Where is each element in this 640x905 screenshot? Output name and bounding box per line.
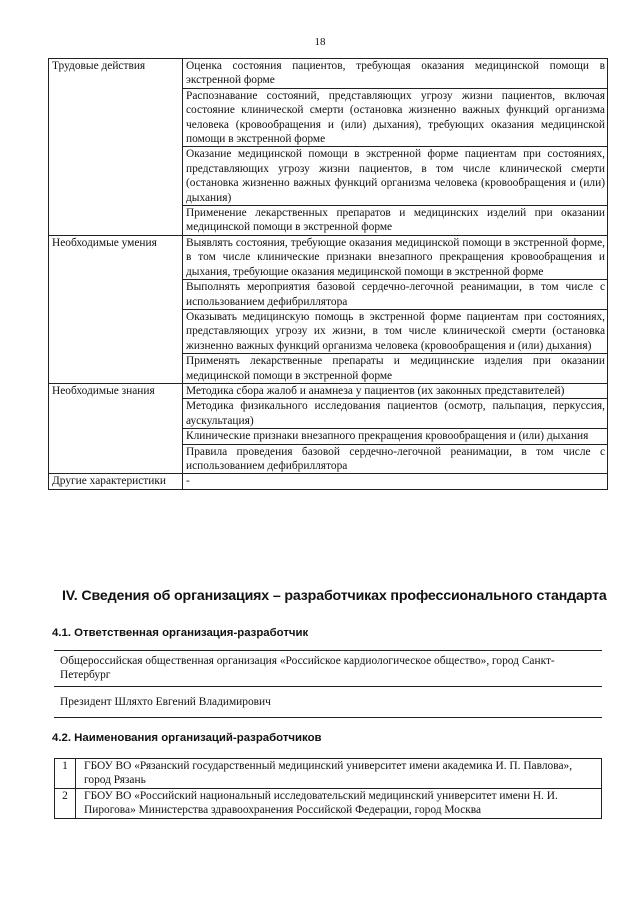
row-number: 2: [55, 788, 76, 818]
org-name: ГБОУ ВО «Рязанский государственный медицинский университет имени академика И. П. Павлова», город Рязань: [76, 759, 602, 789]
section-title: IV. Сведения об организациях – разработчиках профессионального стандарта: [62, 588, 607, 604]
row-label: Другие характеристики: [49, 474, 183, 489]
table-cell: Оценка состояния пациентов, требующая оказания медицинской помощи в экстренной форме: [183, 59, 608, 89]
org-head: Президент Шляхто Евгений Владимирович: [54, 686, 602, 717]
developer-orgs-heading: 4.2. Наименования организаций-разработчиков: [52, 732, 322, 744]
responsible-org-heading: 4.1. Ответственная организация-разработчик: [52, 627, 309, 639]
table-cell: Применять лекарственные препараты и медицинские изделия при оказании медицинской помощи в экстренной форме: [183, 354, 608, 384]
responsible-org-table: [54, 650, 602, 718]
table-cell: Методика сбора жалоб и анамнеза у пациентов (их законных представителей): [183, 383, 608, 398]
table-cell: Методика физикального исследования пациентов (осмотр, пальпация, перкуссия, аускультация): [183, 399, 608, 429]
table-cell: -: [183, 474, 608, 489]
table-cell: Применение лекарственных препаратов и медицинских изделий при оказании медицинской помощи в экстренной форме: [183, 206, 608, 236]
row-label: Необходимые знания: [49, 383, 183, 473]
developer-orgs-table: [54, 758, 602, 819]
table-row: [55, 788, 602, 818]
table-cell: Правила проведения базовой сердечно-легочной реанимации, в том числе с использованием дефибриллятора: [183, 444, 608, 474]
table-row: [49, 474, 608, 489]
table-cell: Выполнять мероприятия базовой сердечно-легочной реанимации, в том числе с использованием дефибриллятора: [183, 280, 608, 310]
table-row: [55, 759, 602, 789]
table-row: [54, 651, 602, 687]
table-row: [49, 59, 608, 89]
org-name: ГБОУ ВО «Российский национальный исследовательский медицинский университет имени Н. И. Пирогова» Министерства здравоохранения Российской Федерации, город Москва: [76, 788, 602, 818]
page-number: 18: [314, 36, 326, 48]
row-label: Необходимые умения: [49, 235, 183, 383]
org-name: Общероссийская общественная организация «Российское кардиологическое общество», город Санкт-Петербург: [54, 651, 602, 687]
table-cell: Клинические признаки внезапного прекращения кровообращения и (или) дыхания: [183, 429, 608, 444]
table-cell: Оказывать медицинскую помощь в экстренной форме пациентам при состояниях, представляющих угрозу их жизни, в том числе клинической смерти (остановка жизненно важных функций организма человека (кровообращения и (или) дыхания): [183, 309, 608, 353]
table-cell: Распознавание состояний, представляющих угрозу жизни пациентов, включая состояние клинической смерти (остановка жизненно важных функций организма человека (кровообращения и (или) дыхания), требующих оказания медицинской помощи в экстренной форме: [183, 88, 608, 147]
row-label: Трудовые действия: [49, 59, 183, 236]
competency-table: [48, 58, 608, 490]
table-row: [54, 686, 602, 717]
row-number: 1: [55, 759, 76, 789]
table-cell: Оказание медицинской помощи в экстренной форме пациентам при состояниях, представляющих угрозу жизни пациентов, в том числе клинической смерти (остановка жизненно важных функций организма человека (кровообращения и (или) дыхания): [183, 147, 608, 206]
table-row: [49, 235, 608, 279]
table-row: [49, 383, 608, 398]
table-cell: Выявлять состояния, требующие оказания медицинской помощи в экстренной форме, в том числе клинические признаки внезапного прекращения кровообращения и дыхания, требующие оказания медицинской помощи в экстренной форме: [183, 235, 608, 279]
